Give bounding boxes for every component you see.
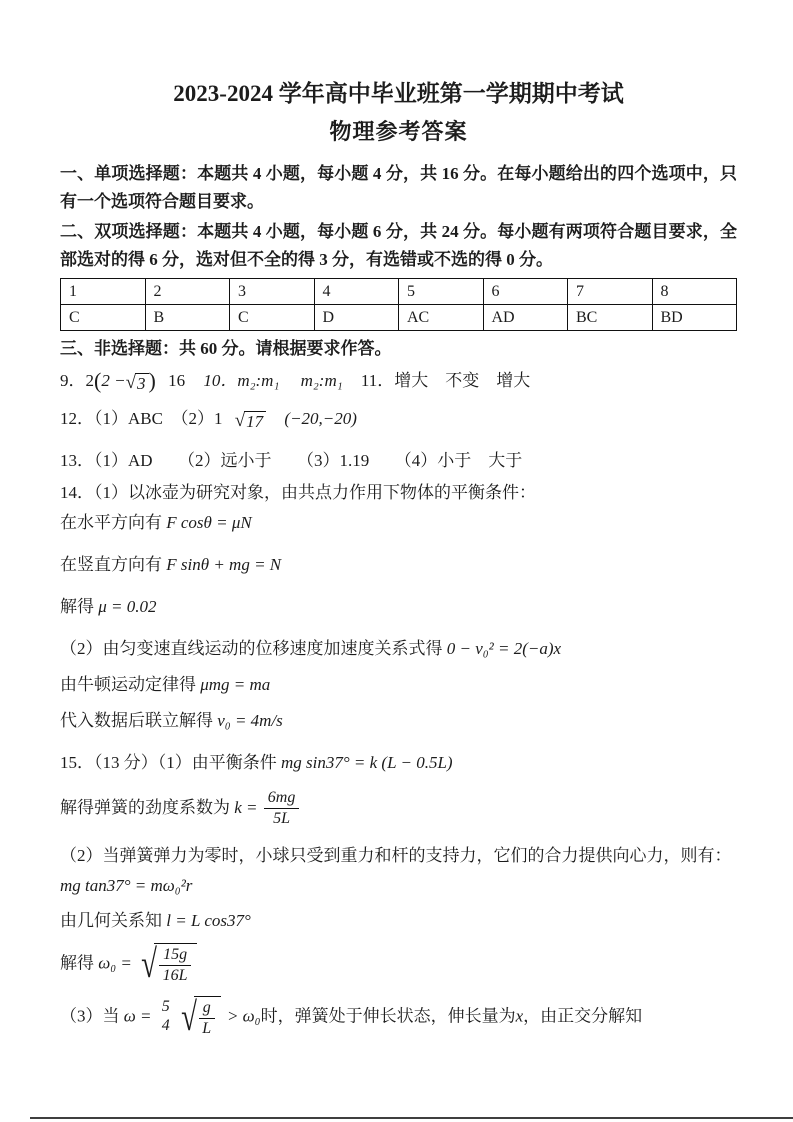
fraction-numerator: 6mg <box>264 789 300 809</box>
equation-prefix: 在竖直方向有 <box>60 555 162 574</box>
answer-cell: B <box>145 305 230 331</box>
page-title: 2023-2024 学年高中毕业班第一学期期中考试 <box>173 81 624 106</box>
answer-10: 10．m₂:m₁ m₂:m₁ <box>203 371 343 390</box>
question-number-cell: 6 <box>483 279 568 305</box>
answer-table <box>60 278 737 331</box>
paren-open: ( <box>94 368 102 393</box>
question-number-cell: 5 <box>399 279 484 305</box>
equation-prefix: 解得弹簧的劲度系数为 <box>60 797 230 817</box>
fraction-denominator: L <box>202 1019 212 1037</box>
equation-prefix: 由牛顿运动定律得 <box>60 675 196 694</box>
fraction <box>159 946 191 986</box>
sqrt-radical <box>178 996 221 1039</box>
equation-lhs: k = <box>234 797 258 817</box>
q14-v0-result <box>60 707 737 735</box>
q14-horizontal-equation <box>60 509 737 537</box>
equation-prefix: 在水平方向有 <box>60 513 162 532</box>
q14-vertical-equation <box>60 551 737 579</box>
answer-9-expression: 2 − <box>101 371 126 390</box>
fraction <box>264 789 300 829</box>
equation-prefix: （2）由匀变速直线运动的位移速度加速度关系式得 <box>60 639 443 658</box>
equation-prefix: 代入数据后联立解得 <box>60 711 213 730</box>
comparison: > ω₀ <box>226 1005 261 1025</box>
equation: μmg = ma <box>200 675 271 694</box>
variable-x: x <box>515 1005 524 1025</box>
equation: 0 − v₀² = 2(−a)x <box>446 639 562 658</box>
fraction <box>158 998 174 1036</box>
answer-cell: AD <box>483 305 568 331</box>
sqrt-radical <box>235 411 266 432</box>
page-bottom-edge <box>30 1117 793 1119</box>
answer-12-prefix: 12．（1）ABC （2）1 <box>60 409 223 428</box>
radicand: √ 3 <box>135 373 149 394</box>
radical-sign <box>178 997 194 1037</box>
answer-cell: AC <box>399 305 484 331</box>
answer-cell: C <box>61 305 146 331</box>
question-number-cell: 1 <box>61 279 146 305</box>
radicand: √ 17 <box>244 411 266 432</box>
q15-part1-equilibrium <box>60 749 737 777</box>
q15-part3-condition <box>60 996 737 1039</box>
equation-prefix: 由几何关系知 <box>60 910 162 930</box>
answer-cell: D <box>314 305 399 331</box>
fraction-denominator: 4 <box>161 1017 170 1035</box>
section-3-instructions: 三、非选择题：共 60 分。请根据要求作答。 <box>60 339 392 358</box>
q14-part2-kinematics <box>60 635 737 663</box>
q15-omega0-result <box>60 943 737 986</box>
equation: μ = 0.02 <box>98 597 157 616</box>
sqrt-radical <box>126 373 149 394</box>
equation: F sinθ + mg = N <box>166 555 282 574</box>
paren-close: ) <box>148 368 156 393</box>
radicand <box>194 996 221 1039</box>
fraction-denominator: 5L <box>273 810 291 828</box>
answers-9-to-11 <box>60 367 737 395</box>
equation-lhs: ω₀ = <box>98 953 132 973</box>
equation-prefix: 解得 <box>60 953 94 973</box>
fraction <box>199 999 215 1039</box>
question-number-cell: 8 <box>652 279 737 305</box>
answer-11: 11．增大 不变 增大 <box>360 371 531 390</box>
answer-cell: BC <box>568 305 653 331</box>
sqrt-radical <box>138 943 197 986</box>
fraction-numerator: 5 <box>161 998 170 1016</box>
radicand <box>154 943 197 986</box>
answer-cell: BD <box>652 305 737 331</box>
sentence-middle: 时，弹簧处于伸长状态，伸长量为 <box>260 1005 516 1025</box>
q14-newton-law <box>60 671 737 699</box>
section-1-instructions: 一、单项选择题：本题共 4 小题，每小题 4 分，共 16 分。在每小题给出的四个选项中，只有一个选项符合题目要求。 <box>60 164 737 211</box>
equation: mg sin37° = k (L − 0.5L) <box>281 753 453 772</box>
answer-12-coordinates: (−20,−20) <box>284 409 357 428</box>
answer-9-prefix: 9．2 <box>60 371 94 390</box>
equation: mg tan37° = mω₀²r <box>60 875 193 895</box>
equation: v₀ = 4m/s <box>217 711 283 730</box>
answer-13: 13．（1）AD （2）远小于 （3）1.19 （4）小于 大于 <box>60 451 523 470</box>
equation: F cosθ = μN <box>166 513 252 532</box>
answer-table-header-row <box>61 279 737 305</box>
equation-prefix: （2）当弹簧弹力为零时，小球只受到重力和杆的支持力，它们的合力提供向心力，则有： <box>60 845 732 865</box>
radical-sign <box>138 944 154 984</box>
question-number-cell: 3 <box>230 279 315 305</box>
q15-geometry-relation <box>60 907 737 935</box>
equation-lhs: ω = <box>123 1005 152 1025</box>
equation: l = L cos37° <box>166 910 251 930</box>
answer-table-answer-row <box>61 305 737 331</box>
fraction-numerator: g <box>199 999 215 1019</box>
sentence-end: ，由正交分解知 <box>523 1005 643 1025</box>
question-number-cell: 2 <box>145 279 230 305</box>
q14-mu-result <box>60 593 737 621</box>
question-number-cell: 7 <box>568 279 653 305</box>
page-subtitle: 物理参考答案 <box>329 119 468 144</box>
answer-9-second-value: 16 <box>168 371 186 390</box>
equation-prefix: 15．（13 分）（1）由平衡条件 <box>60 753 277 772</box>
equation-prefix: （3）当 <box>60 1005 120 1025</box>
fraction-denominator: 16L <box>162 967 188 985</box>
equation-prefix: 解得 <box>60 597 94 616</box>
q14-intro: 14．（1）以冰壶为研究对象，由共点力作用下物体的平衡条件： <box>60 483 536 502</box>
q15-part2-centripetal <box>60 841 737 901</box>
question-number-cell: 4 <box>314 279 399 305</box>
q15-stiffness-result <box>60 789 737 829</box>
fraction-numerator: 15g <box>159 946 191 966</box>
answer-12 <box>60 405 737 433</box>
answer-cell: C <box>230 305 315 331</box>
section-2-instructions: 二、双项选择题：本题共 4 小题，每小题 6 分，共 24 分。每小题有两项符合题目要求，全部选对的得 6 分，选对但不全的得 3 分，有选错或不选的得 0 分。 <box>60 222 737 269</box>
